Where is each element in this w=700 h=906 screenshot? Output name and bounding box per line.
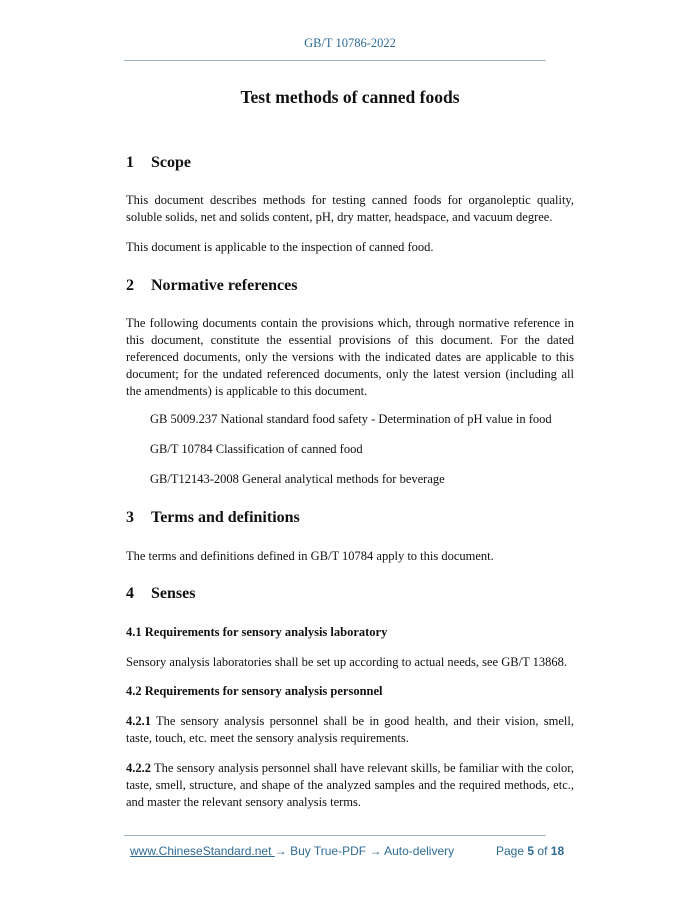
section-title: Terms and definitions — [151, 509, 300, 526]
reference-item: GB 5009.237 National standard food safety - Determination of pH value in food — [150, 412, 552, 426]
standard-number-header: GB/T 10786-2022 — [304, 36, 396, 50]
section-1-heading — [126, 154, 191, 172]
section-title: Normative references — [151, 277, 298, 294]
subsection-4-1-paragraph: Sensory analysis laboratories shall be set up according to actual needs, see GB/T 13868. — [126, 655, 567, 669]
section-number: 2 — [126, 277, 134, 294]
page-current: 5 — [527, 844, 535, 858]
section-2-heading — [126, 277, 297, 295]
page-indicator — [496, 844, 564, 858]
footer-promo-text: → Buy True-PDF → Auto-delivery — [274, 844, 455, 858]
subsection-4-1-heading: 4.1 Requirements for sensory analysis laboratory — [126, 625, 388, 639]
page-of-label: of — [537, 844, 548, 858]
clause-number: 4.2.1 — [126, 714, 151, 728]
section-4-heading — [126, 585, 195, 603]
clause-4-2-1 — [126, 713, 574, 747]
section-title: Scope — [151, 154, 191, 171]
clause-text: The sensory analysis personnel shall have relevant skills, be familiar with the color, taste, smell, structure, and shape of the analyzed samples and the required methods, etc., and master the relevant sensory analysis terms. — [126, 761, 574, 809]
reference-item: GB/T12143-2008 General analytical methods for beverage — [150, 472, 445, 486]
section-number: 3 — [126, 509, 134, 526]
chinesestandard-link[interactable]: www.ChineseStandard.net — [130, 844, 275, 858]
clause-number: 4.2.2 — [126, 761, 151, 775]
page-label: Page — [496, 844, 525, 858]
terms-paragraph: The terms and definitions defined in GB/T 10784 apply to this document. — [126, 549, 494, 563]
subsection-4-2-heading: 4.2 Requirements for sensory analysis personnel — [126, 684, 383, 698]
normative-references-paragraph: The following documents contain the provisions which, through normative reference in this document, constitute the essential provisions of this document. For the dated referenced documents, only the versions with the indicated dates are applicable to this document; for the undated referenced documents, only the latest version (including all the amendments) is applicable to this document. — [126, 316, 574, 398]
page-total: 18 — [550, 844, 565, 858]
section-3-heading — [126, 509, 300, 527]
reference-item: GB/T 10784 Classification of canned food — [150, 442, 363, 456]
footer-divider — [124, 835, 546, 836]
scope-paragraph-1: This document describes methods for testing canned foods for organoleptic quality, soluble solids, net and solids content, pH, dry matter, headspace, and vacuum degree. — [126, 193, 574, 224]
document-title: Test methods of canned foods — [240, 87, 460, 107]
header-divider — [124, 60, 546, 61]
section-number: 1 — [126, 154, 134, 171]
section-title: Senses — [151, 585, 196, 602]
scope-paragraph-2: This document is applicable to the inspection of canned food. — [126, 240, 434, 254]
footer-promo — [130, 844, 454, 858]
clause-4-2-2 — [126, 760, 574, 811]
section-number: 4 — [126, 585, 134, 602]
clause-text: The sensory analysis personnel shall be in good health, and their vision, smell, taste, touch, etc. meet the sensory analysis requirements. — [126, 714, 574, 745]
